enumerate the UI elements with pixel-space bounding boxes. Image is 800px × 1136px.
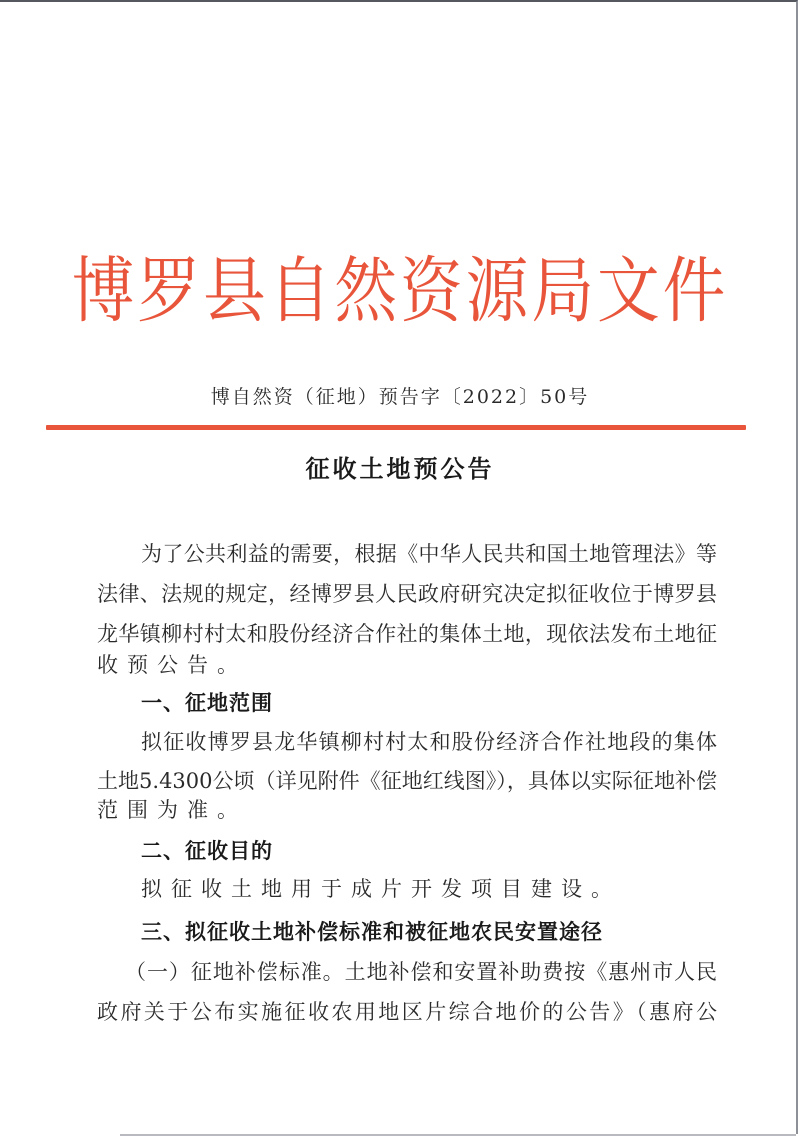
- document-number: 博自然资（征地）预告字〔2022〕50号: [210, 386, 590, 408]
- red-separator-rule: [46, 425, 746, 430]
- section1-line-1: 拟征收博罗县龙华镇柳村村太和股份经济合作社地段的集体: [141, 730, 717, 754]
- notice-subject-title: 征收土地预公告: [305, 455, 495, 483]
- section2-line-1: 拟征收土地用于成片开发项目建设。: [141, 877, 621, 901]
- intro-line-4: 收预公告。: [97, 653, 247, 677]
- section1-line-3: 范围为准。: [97, 798, 247, 822]
- intro-line-1: 为了公共利益的需要，根据《中华人民共和国土地管理法》等: [141, 542, 717, 566]
- section3-line-2: 政府关于公布实施征收农用地区片综合地价的公告》（惠府公: [97, 1000, 717, 1024]
- intro-line-2: 法律、法规的规定，经博罗县人民政府研究决定拟征收位于博罗县: [97, 582, 717, 606]
- section-heading-purpose: 二、征收目的: [141, 839, 273, 863]
- section-heading-scope: 一、征地范围: [141, 691, 273, 715]
- document-header-title: [0, 250, 800, 334]
- section-heading-compensation: 三、拟征收土地补偿标准和被征地农民安置途径: [141, 920, 603, 944]
- section3-line-1: （一）征地补偿标准。土地补偿和安置补助费按《惠州市人民: [125, 960, 717, 984]
- section1-line-2: 土地5.4300公顷（详见附件《征地红线图》），具体以实际征地补偿: [97, 769, 717, 793]
- issuer-title-text: 博罗县自然资源局文件: [71, 250, 729, 334]
- intro-line-3: 龙华镇柳村村太和股份经济合作社的集体土地，现依法发布土地征: [97, 622, 717, 646]
